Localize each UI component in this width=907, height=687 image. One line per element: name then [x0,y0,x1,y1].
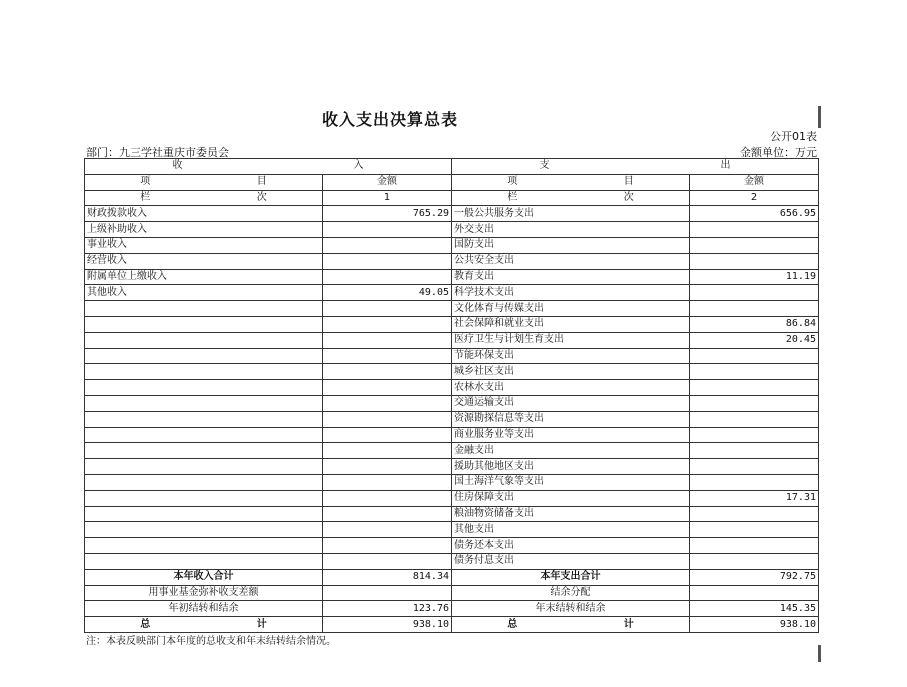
expense-item-cell: 文化体育与传媒支出 [452,301,690,317]
expense-header [452,159,819,175]
expense-item-cell: 外交支出 [452,222,690,238]
grand-total-income-value: 938.10 [323,617,452,633]
expense-item-cell: 债务还本支出 [452,538,690,554]
table-row [85,348,819,364]
column-number-2: 2 [690,190,819,206]
footnote: 注：本表反映部门本年度的总收支和年末结转结余情况。 [86,636,336,647]
grand-total-char1: 总 [507,618,518,630]
income-amount-cell: 765.29 [323,206,452,222]
fund-value [323,585,452,601]
expense-amount-cell [690,506,819,522]
expense-item-cell: 教育支出 [452,269,690,285]
table-row [85,538,819,554]
table-row [85,553,819,569]
income-item-cell [85,348,323,364]
table-row [85,427,819,443]
income-amount-cell [323,348,452,364]
income-amount-cell [323,253,452,269]
form-number: 公开01表 [770,130,817,143]
expense-item-cell: 一般公共服务支出 [452,206,690,222]
expense-amount-cell: 17.31 [690,490,819,506]
summary-row-carryover [85,601,819,617]
expense-amount-cell: 656.95 [690,206,819,222]
income-amount-cell [323,506,452,522]
expense-amount-cell [690,459,819,475]
expense-item-cell: 国土海洋气象等支出 [452,474,690,490]
expense-column-no-header [452,190,690,206]
expense-amount-cell [690,538,819,554]
grand-total-expense-value: 938.10 [690,617,819,633]
expense-amount-cell [690,348,819,364]
income-amount-cell [323,522,452,538]
grand-total-char2: 计 [256,618,267,630]
income-amount-cell [323,380,452,396]
fund-label: 用事业基金弥补收支差额 [85,585,323,601]
income-amount-cell [323,427,452,443]
income-total-label: 本年收入合计 [85,569,323,585]
expense-item-cell: 公共安全支出 [452,253,690,269]
expense-item-cell: 金融支出 [452,443,690,459]
department-label: 部门：九三学社重庆市委员会 [86,146,229,159]
expense-amount-cell [690,427,819,443]
income-item-cell: 附属单位上缴收入 [85,269,323,285]
expense-item-cell: 粮油物资储备支出 [452,506,690,522]
expense-item-cell: 援助其他地区支出 [452,459,690,475]
table-row [85,380,819,396]
expense-amount-cell [690,553,819,569]
income-item-cell [85,380,323,396]
income-amount-cell [323,443,452,459]
income-item-cell [85,522,323,538]
item-header-char1: 项 [140,176,151,188]
column-no-char1: 栏 [507,191,518,203]
table-row [85,316,819,332]
expense-amount-cell [690,237,819,253]
expense-item-cell: 节能环保支出 [452,348,690,364]
income-item-cell [85,301,323,317]
column-number-1: 1 [323,190,452,206]
income-header-char2: 入 [353,160,364,172]
income-item-cell [85,553,323,569]
income-item-cell [85,506,323,522]
expense-total-value: 792.75 [690,569,819,585]
end-balance-value: 145.35 [690,601,819,617]
table-row [85,364,819,380]
expense-amount-cell [690,443,819,459]
item-header-char2: 目 [256,176,267,188]
expense-amount-cell: 86.84 [690,316,819,332]
expense-item-cell: 其他支出 [452,522,690,538]
scrollbar-edge-top [818,106,821,128]
expense-amount-cell [690,380,819,396]
income-item-cell: 上级补助收入 [85,222,323,238]
header-row-item [85,174,819,190]
expense-item-header [452,174,690,190]
report-title: 收入支出决算总表 [321,110,458,129]
income-amount-cell [323,553,452,569]
expense-item-cell: 住房保障支出 [452,490,690,506]
distribution-label: 结余分配 [452,585,690,601]
scrollbar-edge-bottom [818,645,821,662]
income-expense-table [84,158,819,633]
income-item-cell: 财政拨款收入 [85,206,323,222]
expense-amount-cell [690,253,819,269]
income-amount-header: 金额 [323,174,452,190]
grand-total-char2: 计 [623,618,634,630]
income-amount-cell [323,411,452,427]
table-row [85,522,819,538]
end-balance-label: 年末结转和结余 [452,601,690,617]
table-row [85,443,819,459]
expense-item-cell: 商业服务业等支出 [452,427,690,443]
summary-row-fund [85,585,819,601]
begin-balance-value: 123.76 [323,601,452,617]
income-item-cell: 其他收入 [85,285,323,301]
table-row [85,395,819,411]
table-row [85,285,819,301]
income-item-header [85,174,323,190]
expense-amount-cell [690,395,819,411]
income-item-cell [85,538,323,554]
column-no-char1: 栏 [140,191,151,203]
expense-amount-cell [690,364,819,380]
table-row [85,506,819,522]
header-row-column-no [85,190,819,206]
expense-item-cell: 社会保障和就业支出 [452,316,690,332]
income-item-cell: 经营收入 [85,253,323,269]
expense-item-cell: 城乡社区支出 [452,364,690,380]
table-row [85,332,819,348]
income-item-cell [85,395,323,411]
income-amount-cell [323,364,452,380]
summary-row-grand-total [85,617,819,633]
expense-amount-cell: 20.45 [690,332,819,348]
income-item-cell: 事业收入 [85,237,323,253]
table-row [85,253,819,269]
grand-total-expense-label [452,617,690,633]
expense-amount-cell [690,474,819,490]
income-total-value: 814.34 [323,569,452,585]
income-amount-cell [323,474,452,490]
item-header-char2: 目 [623,176,634,188]
begin-balance-label: 年初结转和结余 [85,601,323,617]
table-row [85,474,819,490]
table-row [85,301,819,317]
income-item-cell [85,316,323,332]
income-item-cell [85,490,323,506]
expense-item-cell: 国防支出 [452,237,690,253]
amount-unit-label: 金额单位：万元 [740,146,817,159]
income-amount-cell [323,490,452,506]
income-item-cell [85,332,323,348]
header-row-main [85,159,819,175]
income-amount-cell [323,316,452,332]
income-item-cell [85,474,323,490]
expense-amount-cell [690,522,819,538]
table-row [85,459,819,475]
expense-amount-cell: 11.19 [690,269,819,285]
column-no-char2: 次 [256,191,267,203]
table-row [85,269,819,285]
income-amount-cell [323,301,452,317]
grand-total-income-label [85,617,323,633]
table-row [85,490,819,506]
income-item-cell [85,443,323,459]
distribution-value [690,585,819,601]
income-amount-cell [323,269,452,285]
table-row [85,237,819,253]
expense-amount-header: 金额 [690,174,819,190]
income-amount-cell [323,538,452,554]
income-item-cell [85,364,323,380]
income-item-cell [85,427,323,443]
income-item-cell [85,411,323,427]
summary-row-totals [85,569,819,585]
expense-item-cell: 医疗卫生与计划生育支出 [452,332,690,348]
expense-item-cell: 交通运输支出 [452,395,690,411]
table-row [85,206,819,222]
table-row [85,222,819,238]
item-header-char1: 项 [507,176,518,188]
income-column-no-header [85,190,323,206]
income-amount-cell [323,222,452,238]
expense-item-cell: 资源勘探信息等支出 [452,411,690,427]
expense-item-cell: 科学技术支出 [452,285,690,301]
income-amount-cell [323,459,452,475]
expense-header-char1: 支 [539,160,550,172]
expense-amount-cell [690,222,819,238]
income-header-char1: 收 [172,160,183,172]
income-amount-cell: 49.05 [323,285,452,301]
income-amount-cell [323,395,452,411]
grand-total-char1: 总 [140,618,151,630]
expense-amount-cell [690,301,819,317]
expense-item-cell: 农林水支出 [452,380,690,396]
expense-total-label: 本年支出合计 [452,569,690,585]
expense-header-char2: 出 [720,160,731,172]
income-amount-cell [323,332,452,348]
expense-amount-cell [690,285,819,301]
expense-item-cell: 债务付息支出 [452,553,690,569]
income-amount-cell [323,237,452,253]
income-item-cell [85,459,323,475]
income-header [85,159,452,175]
expense-amount-cell [690,411,819,427]
table-row [85,411,819,427]
column-no-char2: 次 [623,191,634,203]
